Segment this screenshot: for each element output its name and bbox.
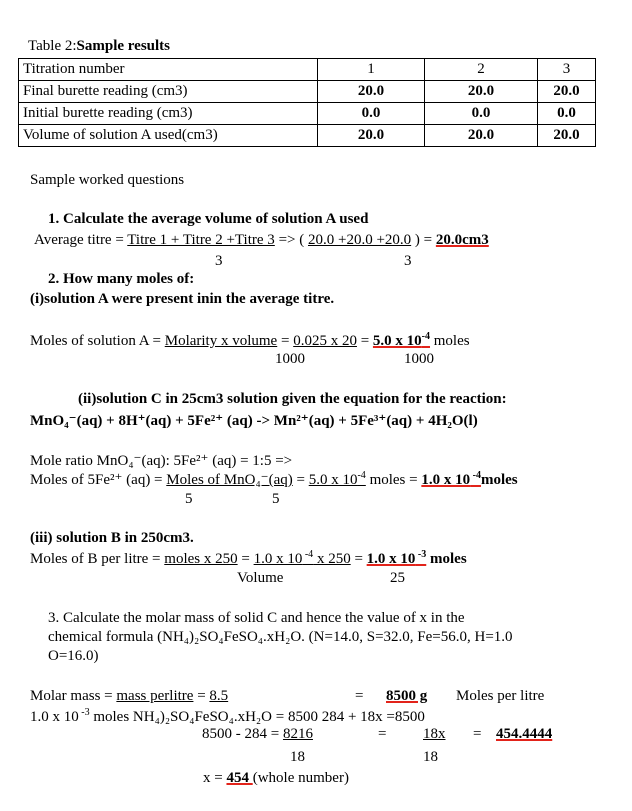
results-table — [18, 58, 596, 147]
moles-c-den: 5 — [185, 491, 193, 507]
q3-line3-eq2: = — [473, 726, 482, 742]
row-label: Final burette reading (cm3) — [19, 81, 318, 103]
table-row — [19, 103, 596, 125]
q1-denominator: 3 — [404, 253, 412, 269]
x-value: 454 — [226, 770, 253, 786]
q1-formula: Average titre = Titre 1 + Titre 2 +Titre 3 => ( 20.0 +20.0 +20.0 ) = 20.0cm3 — [34, 232, 489, 248]
reaction-equation: MnO₄⁻(aq) + 8H⁺(aq) + 5Fe²⁺ (aq) -> Mn²⁺(aq) + 5Fe³⁺(aq) + 4H₂O(l) — [30, 413, 478, 429]
moles-a-line: Moles of solution A = Molarity x volume = 0.025 x 20 = 5.0 x $10^{-4}$ moles — [30, 331, 470, 349]
moles-b-den: Volume — [237, 570, 284, 586]
table-row — [19, 125, 596, 147]
q3-line3-result: 454.4444 — [496, 726, 553, 742]
row-cell: 0.0 — [318, 103, 425, 125]
q1-heading: 1. Calculate the average volume of solution A used — [48, 211, 369, 227]
q3-heading: chemical formula (NH₄)₂SO₄FeSO₄.xH₂O. (N=14.0, S=32.0, Fe=56.0, H=1.0 — [48, 629, 513, 645]
row-cell: 20.0 — [538, 125, 596, 147]
header-cell: 1 — [318, 59, 425, 81]
row-cell: 20.0 — [318, 81, 425, 103]
row-cell: 0.0 — [425, 103, 538, 125]
q2-sub-i: (i)solution A were present inin the average titre. — [30, 291, 335, 307]
mole-ratio: Mole ratio MnO₄⁻(aq): 5Fe²⁺ (aq) = 1:5 => — [30, 453, 293, 469]
q2-heading: 2. How many moles of: — [48, 271, 195, 287]
row-cell: 20.0 — [425, 125, 538, 147]
moles-b-den: 25 — [390, 570, 405, 586]
row-cell: 20.0 — [538, 81, 596, 103]
molar-mass-suffix: Moles per litre — [456, 688, 545, 704]
den-18: 18 — [423, 749, 438, 765]
q2-sub-ii: (ii)solution C in 25cm3 solution given the equation for the reaction: — [78, 391, 507, 407]
x-answer-line: x = 454 (whole number) — [203, 770, 349, 786]
table-header-row — [19, 59, 596, 81]
table-row — [19, 81, 596, 103]
moles-c-line: Moles of 5Fe²⁺ (aq) = Moles of MnO₄⁻(aq) = 5.0 x $10^{-4}$ moles = 1.0 x 10 $^{-4}$moles — [30, 470, 518, 488]
header-cell: 2 — [425, 59, 538, 81]
row-cell: 20.0 — [318, 125, 425, 147]
moles-b-line: Moles of B per litre = moles x 250 = 1.0 x 10 $^{-4}$ x 250 = 1.0 x 10 $^{-3}$ moles — [30, 549, 467, 567]
q3-line2: 1.0 x 10 $^{-3}$ moles NH₄)₂SO₄FeSO₄.xH₂O = 8500 284 + 18x =8500 — [30, 707, 425, 725]
moles-a-den: 1000 — [275, 351, 305, 367]
row-label: Volume of solution A used(cm3) — [19, 125, 318, 147]
molar-mass-result: 8500 g — [386, 688, 428, 704]
table-caption: Table 2:Sample results — [28, 38, 170, 54]
molar-mass-line: Molar mass = mass perlitre = 8.5 — [30, 688, 229, 704]
worked-title: Sample worked questions — [30, 172, 185, 188]
q3-heading: O=16.0) — [48, 648, 99, 664]
row-label: Initial burette reading (cm3) — [19, 103, 318, 125]
header-cell: Titration number — [19, 59, 318, 81]
moles-c-den: 5 — [272, 491, 280, 507]
den-18: 18 — [290, 749, 305, 765]
row-cell: 0.0 — [538, 103, 596, 125]
moles-a-den: 1000 — [404, 351, 434, 367]
q3-line3-num2: 18x — [423, 726, 446, 742]
q3-line3-eq: = — [378, 726, 387, 742]
molar-mass-eq: = — [355, 688, 364, 704]
q2-sub-iii: (iii) solution B in 250cm3. — [30, 530, 194, 546]
q1-result: 20.0cm3 — [435, 232, 489, 248]
header-cell: 3 — [538, 59, 596, 81]
row-cell: 20.0 — [425, 81, 538, 103]
q1-denominator: 3 — [215, 253, 223, 269]
q3-heading: 3. Calculate the molar mass of solid C and hence the value of x in the — [48, 610, 465, 626]
q3-line3: 8500 - 284 = 8216 — [202, 726, 313, 742]
